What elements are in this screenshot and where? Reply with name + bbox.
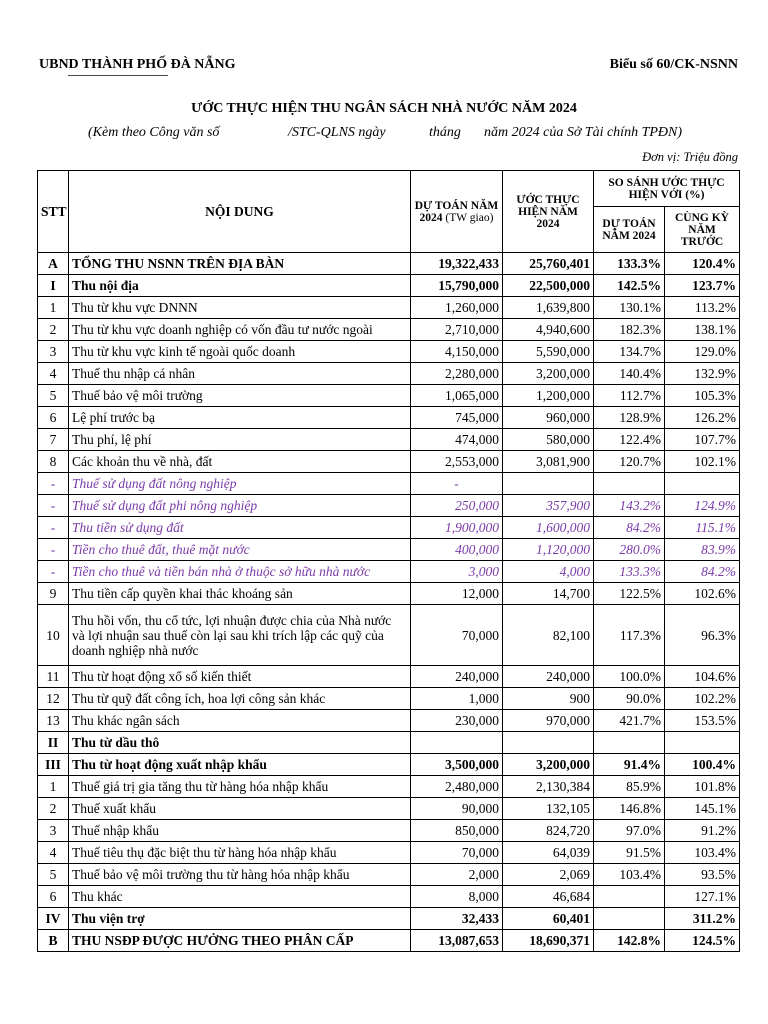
col-header-content: NỘI DUNG — [69, 171, 411, 253]
table-row — [38, 583, 740, 605]
cell-stt: 13 — [38, 710, 69, 732]
cell-vs-estimate — [594, 886, 665, 908]
cell-vs-estimate: 117.3% — [594, 605, 665, 666]
cell-actual: 240,000 — [503, 666, 594, 688]
cell-content: Thuế sử dụng đất phi nông nghiệp — [69, 495, 411, 517]
cell-vs-estimate: 128.9% — [594, 407, 665, 429]
cell-actual: 960,000 — [503, 407, 594, 429]
cell-estimate: 400,000 — [411, 539, 503, 561]
cell-estimate: 850,000 — [411, 820, 503, 842]
table-row — [38, 561, 740, 583]
cell-vs-prev: 101.8% — [665, 776, 740, 798]
table-row — [38, 275, 740, 297]
cell-stt: 12 — [38, 688, 69, 710]
unit-label: Đơn vị: Triệu đồng — [642, 150, 738, 164]
cell-vs-prev: 102.2% — [665, 688, 740, 710]
cell-actual — [503, 732, 594, 754]
table-row — [38, 886, 740, 908]
cell-estimate: 1,000 — [411, 688, 503, 710]
table-row — [38, 688, 740, 710]
cell-actual: 14,700 — [503, 583, 594, 605]
cell-estimate: 745,000 — [411, 407, 503, 429]
form-number: Biểu số 60/CK-NSNN — [609, 57, 738, 72]
cell-vs-prev: 83.9% — [665, 539, 740, 561]
cell-content: Thu từ khu vực DNNN — [69, 297, 411, 319]
table-row — [38, 605, 740, 666]
cell-vs-prev: 126.2% — [665, 407, 740, 429]
table-row — [38, 666, 740, 688]
cell-actual: 25,760,401 — [503, 253, 594, 275]
cell-actual: 3,200,000 — [503, 754, 594, 776]
cell-vs-prev: 120.4% — [665, 253, 740, 275]
cell-stt: - — [38, 539, 69, 561]
cell-vs-estimate: 146.8% — [594, 798, 665, 820]
cell-vs-prev: 138.1% — [665, 319, 740, 341]
cell-vs-estimate: 142.8% — [594, 930, 665, 952]
cell-vs-prev: 124.9% — [665, 495, 740, 517]
cell-estimate: 2,000 — [411, 864, 503, 886]
cell-vs-prev: 93.5% — [665, 864, 740, 886]
agency-name: UBND THÀNH PHỐ ĐÀ NẴNG — [39, 57, 236, 72]
table-row — [38, 429, 740, 451]
table-row — [38, 319, 740, 341]
cell-stt: 2 — [38, 798, 69, 820]
cell-stt: 7 — [38, 429, 69, 451]
cell-actual: 1,600,000 — [503, 517, 594, 539]
cell-stt: A — [38, 253, 69, 275]
cell-content: Thuế xuất khẩu — [69, 798, 411, 820]
col-header-vs-estimate: DỰ TOÁN NĂM 2024 — [594, 207, 665, 253]
table-row — [38, 495, 740, 517]
table-row — [38, 297, 740, 319]
cell-actual: 5,590,000 — [503, 341, 594, 363]
cell-stt: III — [38, 754, 69, 776]
cell-vs-prev: 103.4% — [665, 842, 740, 864]
cell-vs-estimate: 112.7% — [594, 385, 665, 407]
table-row — [38, 539, 740, 561]
table-row — [38, 776, 740, 798]
cell-vs-estimate: 140.4% — [594, 363, 665, 385]
table-body — [38, 253, 740, 952]
cell-content: Các khoản thu về nhà, đất — [69, 451, 411, 473]
table-row — [38, 798, 740, 820]
cell-content: Thu từ khu vực kinh tế ngoài quốc doanh — [69, 341, 411, 363]
cell-actual: 357,900 — [503, 495, 594, 517]
cell-estimate: - — [411, 473, 503, 495]
cell-estimate: 1,900,000 — [411, 517, 503, 539]
cell-estimate: 474,000 — [411, 429, 503, 451]
cell-estimate: 70,000 — [411, 605, 503, 666]
cell-stt: 11 — [38, 666, 69, 688]
table-row — [38, 820, 740, 842]
cell-vs-estimate: 85.9% — [594, 776, 665, 798]
cell-vs-prev: 132.9% — [665, 363, 740, 385]
cell-stt: 10 — [38, 605, 69, 666]
cell-actual: 2,069 — [503, 864, 594, 886]
cell-vs-prev: 129.0% — [665, 341, 740, 363]
cell-content: Thu từ hoạt động xổ số kiến thiết — [69, 666, 411, 688]
cell-actual: 580,000 — [503, 429, 594, 451]
cell-vs-prev: 102.6% — [665, 583, 740, 605]
col-header-stt: STT — [38, 171, 69, 253]
cell-estimate: 15,790,000 — [411, 275, 503, 297]
col-header-estimate-note: (TW giao) — [445, 211, 494, 224]
table-row — [38, 341, 740, 363]
cell-actual: 1,120,000 — [503, 539, 594, 561]
table-row — [38, 385, 740, 407]
cell-vs-estimate: 84.2% — [594, 517, 665, 539]
cell-stt: 5 — [38, 385, 69, 407]
cell-vs-prev: 153.5% — [665, 710, 740, 732]
cell-estimate: 1,065,000 — [411, 385, 503, 407]
cell-actual: 4,000 — [503, 561, 594, 583]
cell-vs-prev: 104.6% — [665, 666, 740, 688]
cell-stt: 6 — [38, 407, 69, 429]
cell-stt: - — [38, 517, 69, 539]
cell-vs-estimate: 91.4% — [594, 754, 665, 776]
cell-content: Thu nội địa — [69, 275, 411, 297]
cell-estimate: 13,087,653 — [411, 930, 503, 952]
subtitle-part-d: năm 2024 của Sở Tài chính TPĐN) — [484, 125, 683, 140]
table-row — [38, 517, 740, 539]
cell-estimate: 90,000 — [411, 798, 503, 820]
cell-estimate: 2,480,000 — [411, 776, 503, 798]
table-row — [38, 732, 740, 754]
table-row — [38, 710, 740, 732]
cell-vs-estimate — [594, 473, 665, 495]
cell-content: Thu tiền sử dụng đất — [69, 517, 411, 539]
cell-actual: 2,130,384 — [503, 776, 594, 798]
cell-vs-estimate: 134.7% — [594, 341, 665, 363]
cell-content: Thu khác — [69, 886, 411, 908]
subtitle-part-a: (Kèm theo Công văn số — [88, 125, 220, 140]
table-row — [38, 930, 740, 952]
cell-content: Tiền cho thuê và tiền bán nhà ở thuộc sở hữu nhà nước — [69, 561, 411, 583]
cell-actual: 132,105 — [503, 798, 594, 820]
cell-vs-prev — [665, 473, 740, 495]
cell-content: Thuế nhập khẩu — [69, 820, 411, 842]
cell-stt: 1 — [38, 297, 69, 319]
col-header-estimate-label: DỰ TOÁN NĂM 2024 — [414, 199, 499, 224]
table-row — [38, 451, 740, 473]
agency-underline — [68, 75, 168, 76]
cell-stt: 4 — [38, 842, 69, 864]
cell-content: Thuế thu nhập cá nhân — [69, 363, 411, 385]
cell-stt: 8 — [38, 451, 69, 473]
cell-actual: 46,684 — [503, 886, 594, 908]
cell-vs-prev: 102.1% — [665, 451, 740, 473]
table-row — [38, 842, 740, 864]
col-header-actual: ƯỚC THỰC HIỆN NĂM 2024 — [503, 171, 594, 253]
cell-estimate: 70,000 — [411, 842, 503, 864]
table-row — [38, 253, 740, 275]
cell-vs-estimate: 103.4% — [594, 864, 665, 886]
cell-vs-prev: 96.3% — [665, 605, 740, 666]
col-header-estimate — [411, 171, 503, 253]
table-row — [38, 363, 740, 385]
cell-estimate: 2,280,000 — [411, 363, 503, 385]
cell-stt: I — [38, 275, 69, 297]
cell-estimate: 230,000 — [411, 710, 503, 732]
cell-stt: 6 — [38, 886, 69, 908]
cell-vs-prev: 127.1% — [665, 886, 740, 908]
cell-actual: 970,000 — [503, 710, 594, 732]
cell-estimate: 3,000 — [411, 561, 503, 583]
cell-content: Thuế giá trị gia tăng thu từ hàng hóa nhập khẩu — [69, 776, 411, 798]
cell-vs-prev: 91.2% — [665, 820, 740, 842]
cell-content: Thu viện trợ — [69, 908, 411, 930]
table-row — [38, 864, 740, 886]
cell-vs-prev: 100.4% — [665, 754, 740, 776]
cell-content: Thuế bảo vệ môi trường thu từ hàng hóa nhập khẩu — [69, 864, 411, 886]
cell-estimate: 3,500,000 — [411, 754, 503, 776]
cell-vs-estimate: 133.3% — [594, 561, 665, 583]
cell-estimate: 2,710,000 — [411, 319, 503, 341]
cell-vs-estimate — [594, 908, 665, 930]
cell-vs-prev: 115.1% — [665, 517, 740, 539]
cell-vs-estimate: 120.7% — [594, 451, 665, 473]
cell-vs-estimate: 182.3% — [594, 319, 665, 341]
cell-stt: - — [38, 495, 69, 517]
cell-content: Thuế sử dụng đất nông nghiệp — [69, 473, 411, 495]
cell-actual: 4,940,600 — [503, 319, 594, 341]
cell-vs-estimate: 122.4% — [594, 429, 665, 451]
table-row — [38, 473, 740, 495]
cell-vs-estimate: 280.0% — [594, 539, 665, 561]
cell-actual: 3,200,000 — [503, 363, 594, 385]
cell-actual: 60,401 — [503, 908, 594, 930]
cell-vs-prev: 123.7% — [665, 275, 740, 297]
cell-actual: 824,720 — [503, 820, 594, 842]
cell-vs-estimate: 133.3% — [594, 253, 665, 275]
cell-content: Thu tiền cấp quyền khai thác khoáng sản — [69, 583, 411, 605]
cell-vs-estimate: 100.0% — [594, 666, 665, 688]
cell-vs-estimate: 142.5% — [594, 275, 665, 297]
cell-estimate: 1,260,000 — [411, 297, 503, 319]
cell-content: Tiền cho thuê đất, thuê mặt nước — [69, 539, 411, 561]
cell-content: THU NSĐP ĐƯỢC HƯỞNG THEO PHÂN CẤP — [69, 930, 411, 952]
cell-estimate: 12,000 — [411, 583, 503, 605]
budget-table — [37, 170, 740, 952]
cell-content: Thu từ khu vực doanh nghiệp có vốn đầu tư nước ngoài — [69, 319, 411, 341]
subtitle-part-b: /STC-QLNS ngày — [288, 125, 386, 140]
cell-actual: 3,081,900 — [503, 451, 594, 473]
cell-estimate: 8,000 — [411, 886, 503, 908]
cell-stt: 1 — [38, 776, 69, 798]
cell-content: Thu từ hoạt động xuất nhập khẩu — [69, 754, 411, 776]
subtitle-part-c: tháng — [429, 125, 461, 140]
table-row — [38, 908, 740, 930]
cell-estimate — [411, 732, 503, 754]
cell-content: Thu phí, lệ phí — [69, 429, 411, 451]
cell-estimate: 19,322,433 — [411, 253, 503, 275]
cell-estimate: 250,000 — [411, 495, 503, 517]
cell-vs-estimate: 130.1% — [594, 297, 665, 319]
cell-estimate: 2,553,000 — [411, 451, 503, 473]
cell-vs-estimate: 91.5% — [594, 842, 665, 864]
cell-estimate: 240,000 — [411, 666, 503, 688]
table-row — [38, 407, 740, 429]
cell-stt: - — [38, 561, 69, 583]
cell-stt: 3 — [38, 341, 69, 363]
cell-content: Thu từ quỹ đất công ích, hoa lợi công sản khác — [69, 688, 411, 710]
cell-content: Thuế tiêu thụ đặc biệt thu từ hàng hóa nhập khẩu — [69, 842, 411, 864]
cell-vs-prev: 124.5% — [665, 930, 740, 952]
cell-vs-estimate: 97.0% — [594, 820, 665, 842]
cell-vs-prev: 113.2% — [665, 297, 740, 319]
col-header-vs-prev: CÙNG KỲ NĂM TRƯỚC — [665, 207, 740, 253]
cell-stt: B — [38, 930, 69, 952]
cell-content: Thu từ dầu thô — [69, 732, 411, 754]
cell-actual: 22,500,000 — [503, 275, 594, 297]
cell-estimate: 4,150,000 — [411, 341, 503, 363]
cell-actual: 64,039 — [503, 842, 594, 864]
cell-vs-prev: 311.2% — [665, 908, 740, 930]
cell-stt: 9 — [38, 583, 69, 605]
cell-actual: 900 — [503, 688, 594, 710]
document-title: ƯỚC THỰC HIỆN THU NGÂN SÁCH NHÀ NƯỚC NĂM 2024 — [191, 101, 577, 116]
cell-actual: 82,100 — [503, 605, 594, 666]
cell-stt: 5 — [38, 864, 69, 886]
cell-vs-estimate: 90.0% — [594, 688, 665, 710]
cell-actual: 1,200,000 — [503, 385, 594, 407]
cell-stt: IV — [38, 908, 69, 930]
cell-stt: 4 — [38, 363, 69, 385]
table-row — [38, 754, 740, 776]
cell-vs-estimate: 421.7% — [594, 710, 665, 732]
cell-vs-prev — [665, 732, 740, 754]
cell-vs-prev: 145.1% — [665, 798, 740, 820]
cell-vs-prev: 107.7% — [665, 429, 740, 451]
cell-content: Thuế bảo vệ môi trường — [69, 385, 411, 407]
cell-stt: 3 — [38, 820, 69, 842]
cell-actual: 1,639,800 — [503, 297, 594, 319]
col-header-compare: SO SÁNH ƯỚC THỰC HIỆN VỚI (%) — [594, 171, 740, 207]
cell-content: Lệ phí trước bạ — [69, 407, 411, 429]
cell-vs-estimate — [594, 732, 665, 754]
cell-vs-prev: 84.2% — [665, 561, 740, 583]
cell-vs-prev: 105.3% — [665, 385, 740, 407]
cell-content: TỔNG THU NSNN TRÊN ĐỊA BÀN — [69, 253, 411, 275]
cell-estimate: 32,433 — [411, 908, 503, 930]
cell-actual: 18,690,371 — [503, 930, 594, 952]
cell-vs-estimate: 122.5% — [594, 583, 665, 605]
cell-actual — [503, 473, 594, 495]
cell-stt: - — [38, 473, 69, 495]
cell-stt: II — [38, 732, 69, 754]
cell-content: Thu hồi vốn, thu cổ tức, lợi nhuận được chia của Nhà nước và lợi nhuận sau thuế còn lại sau khi trích lập các quỹ của doanh nghiệp nhà nước — [69, 605, 411, 666]
cell-stt: 2 — [38, 319, 69, 341]
cell-content: Thu khác ngân sách — [69, 710, 411, 732]
cell-vs-estimate: 143.2% — [594, 495, 665, 517]
